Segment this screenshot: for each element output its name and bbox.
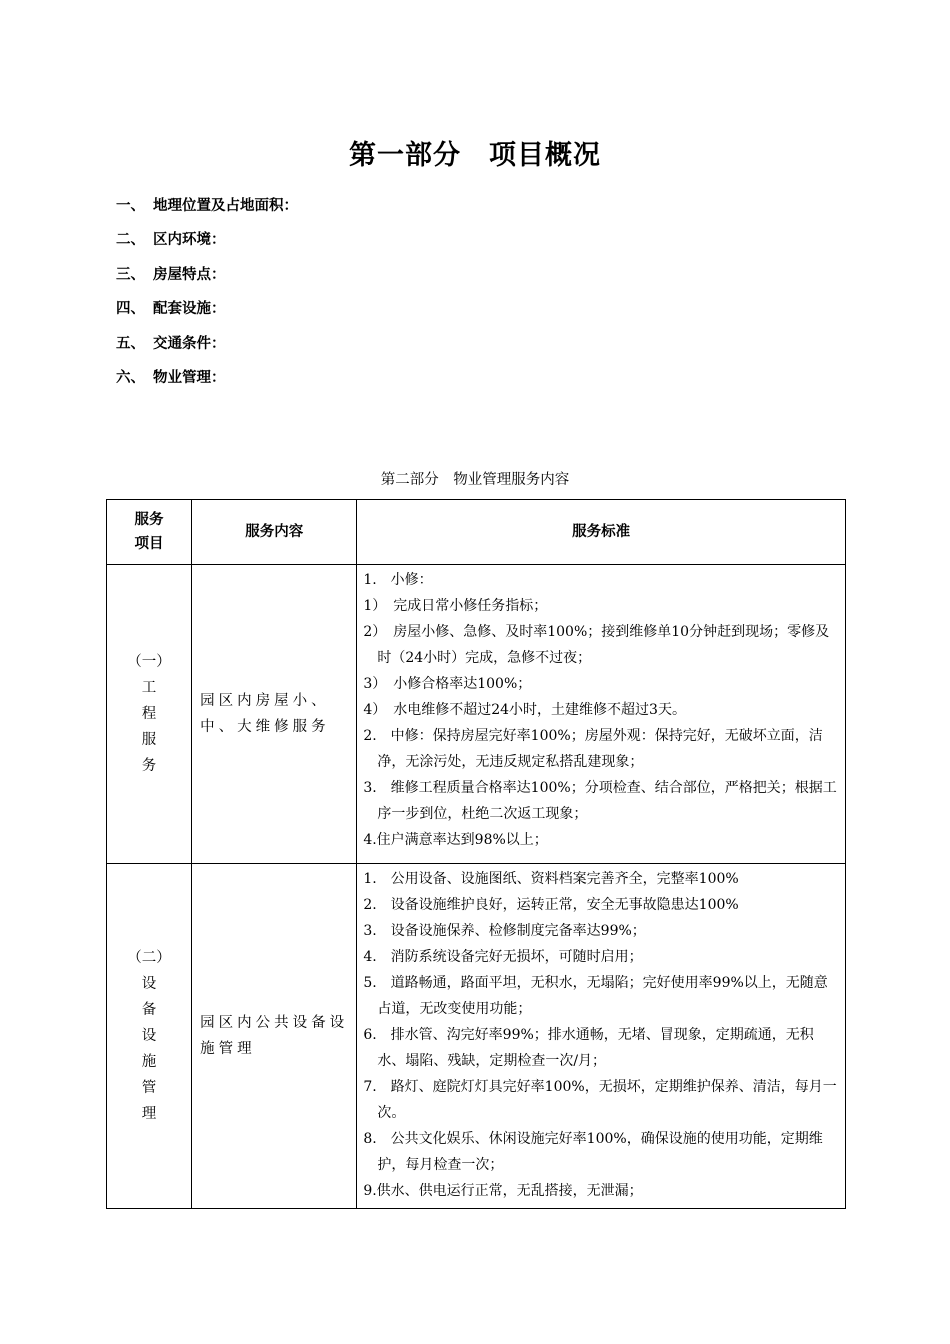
outline-item-facilities — [116, 296, 298, 330]
standard-item: 1） 完成日常小修任务指标； — [363, 598, 548, 614]
table-row — [107, 565, 846, 864]
category-char: 备 — [141, 1002, 157, 1018]
outline-item-traffic — [116, 331, 298, 365]
standard-item: 2. 中修：保持房屋完好率100%；房屋外观：保持完好，无破坏立面，洁净，无涂污处，无违反规定私搭乱建现象； — [363, 728, 823, 770]
category-cell — [107, 565, 192, 864]
category-char: 设 — [141, 976, 157, 992]
standard-item: 8. 公共文化娱乐、休闲设施完好率100%，确保设施的使用功能，定期维护，每月检查一次； — [363, 1131, 823, 1173]
standard-item: 3） 小修合格率达100%； — [363, 676, 532, 692]
outline-label: 区内环境： — [153, 231, 226, 249]
header-service-standard: 服务标准 — [357, 500, 846, 565]
page-title: 第一部分 项目概况 — [349, 140, 601, 171]
service-table — [106, 499, 846, 1209]
category-char: （一） — [127, 654, 171, 670]
outline-number: 五、 — [116, 334, 145, 352]
outline-label: 房屋特点： — [153, 265, 226, 283]
header-service-item — [107, 500, 192, 565]
outline-number: 四、 — [116, 300, 145, 318]
outline-label: 物业管理： — [153, 368, 226, 386]
outline-label: 地理位置及占地面积： — [153, 197, 298, 214]
header-line: 服务 — [134, 511, 164, 528]
standard-item: 2. 设备设施维护良好，运转正常，安全无事故隐患达100% — [363, 897, 739, 913]
content-cell: 园区内房屋小、中、大维修服务 — [192, 565, 357, 864]
table-header-row — [107, 500, 846, 565]
category-char: 施 — [141, 1054, 157, 1070]
standard-item: 2） 房屋小修、急修、及时率100%；接到维修单10分钟赶到现场；零修及时（24小时）完成，急修不过夜； — [363, 624, 830, 666]
outline-number: 三、 — [116, 265, 145, 283]
outline-label: 配套设施： — [153, 300, 226, 318]
category-char: （二） — [127, 950, 171, 966]
category-char: 理 — [141, 1106, 157, 1122]
standard-item: 4） 水电维修不超过24小时，土建维修不超过3天。 — [363, 702, 686, 718]
category-char: 工 — [141, 680, 157, 696]
standard-item: 7. 路灯、庭院灯灯具完好率100%，无损坏，定期维护保养、清洁，每月一次。 — [363, 1079, 837, 1121]
standard-item: 3. 设备设施保养、检修制度完备率达99%； — [363, 923, 646, 939]
standard-item: 1. 公用设备、设施图纸、资料档案完善齐全，完整率100% — [363, 871, 739, 887]
category-cell — [107, 864, 192, 1209]
table-row — [107, 864, 846, 1209]
outline-item-management — [116, 365, 298, 399]
header-service-content: 服务内容 — [192, 500, 357, 565]
outline-item-environment — [116, 227, 298, 261]
category-char: 程 — [141, 706, 157, 722]
standard-item: 9.供水、供电运行正常，无乱搭接，无泄漏； — [363, 1183, 643, 1199]
outline-item-location — [116, 193, 298, 227]
overview-outline — [116, 193, 298, 399]
category-char: 服 — [141, 732, 157, 748]
standard-cell — [357, 864, 846, 1209]
outline-number: 六、 — [116, 368, 145, 386]
outline-label: 交通条件： — [153, 334, 226, 352]
standard-item: 5. 道路畅通，路面平坦，无积水，无塌陷；完好使用率99%以上，无随意占道，无改变使用功能； — [363, 975, 828, 1017]
standard-item: 1. 小修： — [363, 572, 433, 588]
category-char: 务 — [141, 758, 157, 774]
content-cell: 园区内公共设备设施管理 — [192, 864, 357, 1209]
standard-item: 3. 维修工程质量合格率达100%；分项检查、结合部位，严格把关；根据工序一步到位，杜绝二次返工现象； — [363, 780, 837, 822]
table-title: 第二部分 物业管理服务内容 — [380, 472, 570, 488]
standard-cell — [357, 565, 846, 864]
standard-item: 4.住户满意率达到98%以上； — [363, 832, 548, 848]
outline-number: 二、 — [116, 231, 145, 249]
standard-item: 4. 消防系统设备完好无损坏，可随时启用； — [363, 949, 643, 965]
category-char: 设 — [141, 1028, 157, 1044]
header-line: 项目 — [134, 535, 164, 552]
standard-item: 6. 排水管、沟完好率99%；排水通畅，无堵、冒现象，定期疏通，无积水、塌陷、残缺，定期检查一次/月； — [363, 1027, 814, 1069]
category-char: 管 — [141, 1080, 157, 1096]
outline-item-housing — [116, 262, 298, 296]
outline-number: 一、 — [116, 197, 145, 214]
